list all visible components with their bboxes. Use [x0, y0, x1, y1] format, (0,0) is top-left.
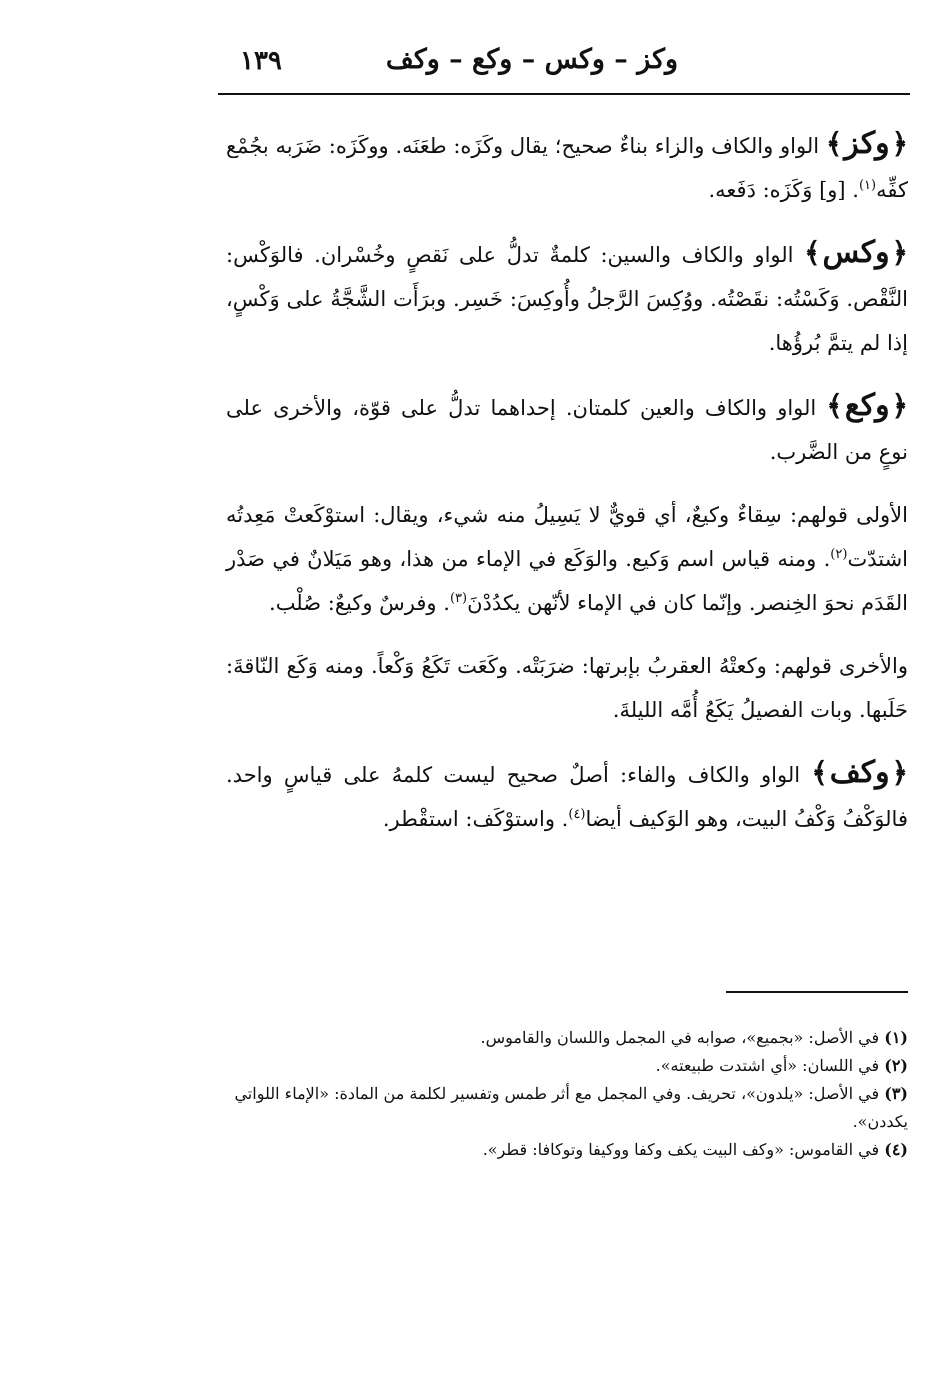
footnote-number: (١) — [884, 1028, 908, 1047]
entry-text: الواو والكاف والعين كلمتان. إحداهما تدلُّ على قوّة، والأخرى على نوعٍ من الضَّرب. — [226, 396, 908, 464]
page-number: ١٣٩ — [240, 46, 282, 76]
open-bracket: ﴿ — [891, 236, 908, 269]
entry-text: الواو والكاف والفاء: أصلٌ صحيح ليست كلمهُ على قياسٍ واحد. فالوَكْفُ وَكْفُ البيت، وهو الوَكيف أيضا — [226, 763, 908, 831]
footnote — [226, 1136, 908, 1164]
entry-text-after: . واستوْكَف: استقْطر. — [382, 807, 569, 831]
header-title: وكز – وكس – وكع – وكف — [385, 44, 678, 75]
footnote — [226, 1052, 908, 1080]
entry-headword: وكع — [844, 388, 890, 423]
open-bracket: ﴿ — [891, 389, 908, 422]
entry-text: والأخرى قولهم: وكعتْهُ العقربُ بإبرتها: ضرَبَتْه. وكَعَت تَكَعُ وَكْعاً. ومنه وَكَع النّاقةَ: حَلَبها. وبات الفصيلُ يَكَعُ أُمَّه الليلةَ. — [226, 654, 908, 722]
entry-headword: وكز — [844, 126, 890, 161]
close-bracket: ﴾ — [811, 756, 828, 789]
entry-wkz — [226, 122, 908, 212]
entry-wk-ayn-second-sense — [226, 644, 908, 732]
header-divider — [218, 93, 910, 95]
footnote-ref: (٤) — [568, 807, 586, 822]
footnote-number: (٢) — [884, 1056, 908, 1075]
entry-wkf — [226, 751, 908, 841]
footnote-text: في اللسان: «أي اشتدت طبيعته». — [655, 1056, 880, 1075]
entry-text-after: . [و] وَكَزَه: دَفَعه. — [708, 178, 859, 202]
running-header — [218, 40, 908, 88]
entry-paragraph — [226, 122, 908, 212]
open-bracket: ﴿ — [891, 127, 908, 160]
entry-paragraph — [226, 384, 908, 474]
entry-text: الواو والكاف والزاء بناءٌ صحيح؛ يقال وكَزَه: طعَنَه. ووكَزَه: ضَرَبه بجُمْع كفِّه — [226, 134, 908, 202]
entry-text: الواو والكاف والسين: كلمةٌ تدلُّ على نَقصٍ وخُسْران. فالوَكْس: النَّقْص. وَكَسْتُه: نقَصْتُه. ووُكِسَ الرَّجلُ وأُوكِسَ: خَسِر. وبرَأَت الشَّجَّةُ على وَكْسٍ، إذا لم يتمَّ بُرؤُها. — [226, 243, 908, 355]
footnotes — [226, 1024, 908, 1164]
dictionary-body — [226, 122, 908, 860]
entry-headword: وكس — [822, 235, 890, 270]
entry-paragraph — [226, 231, 908, 365]
entry-text: الأولى قولهم: سِقاءٌ وكيعٌ، أي قويٌّ لا يَسِيلُ منه شيء، ويقال: استوْكَعتْ مَعِدتُه اشتدّت — [226, 503, 908, 571]
entry-wk-ayn — [226, 384, 908, 474]
entry-text-after: . ومنه قياس اسم وَكيع. والوَكَع في الإماء من هذا، وهو مَيَلانٌ في صَدْر القَدَم نحوَ الخِنصر. وإنّما كان في الإماء لأنّهن يكدُدْنَ — [226, 547, 908, 615]
close-bracket: ﴾ — [804, 236, 821, 269]
footnote-divider — [726, 991, 908, 993]
footnote-ref: (١) — [858, 178, 877, 193]
footnote — [226, 1024, 908, 1052]
entry-text-after: . وفرسٌ وكيعٌ: صُلْب. — [269, 591, 450, 615]
footnote-text: في القاموس: «وكف البيت يكف وكفا ووكيفا وتوكافا: قطر». — [482, 1140, 880, 1159]
footnote-text: في الأصل: «يلدون»، تحريف. وفي المجمل مع أثر طمس وتفسير لكلمة من المادة: «الإماء اللواتي يكددن». — [234, 1084, 908, 1131]
entry-headword: وكف — [829, 755, 890, 790]
footnote-text: في الأصل: «بجميع»، صوابه في المجمل واللسان والقاموس. — [480, 1028, 880, 1047]
footnote-number: (٤) — [884, 1140, 908, 1159]
entry-paragraph — [226, 751, 908, 841]
close-bracket: ﴾ — [825, 127, 843, 160]
entry-paragraph — [226, 493, 908, 625]
entry-wk-ayn-first-sense — [226, 493, 908, 625]
footnote-number: (٣) — [884, 1084, 908, 1103]
footnote-ref: (٣) — [449, 591, 468, 606]
footnote — [226, 1080, 908, 1136]
close-bracket: ﴾ — [826, 389, 843, 422]
entry-wks — [226, 231, 908, 365]
entry-paragraph — [226, 644, 908, 732]
open-bracket: ﴿ — [891, 756, 908, 789]
footnote-ref: (٢) — [830, 547, 848, 562]
